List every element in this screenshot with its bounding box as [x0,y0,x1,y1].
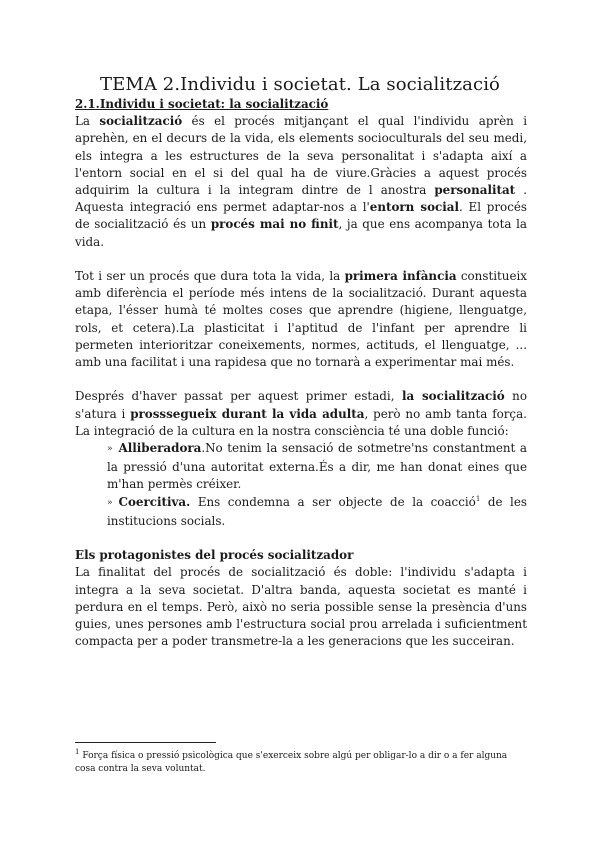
text: .No tenim la sensació de sotmetre'ns constantment a la pressió d'una autoritat externa.És a dir, me han donat eines que m'han permès créixer. [107,441,527,492]
text: . Aquesta integració ens permet adaptar-nos a l' [75,183,527,215]
arrow-bullet-icon: » [107,444,113,455]
text: . El procés de socialització és un [75,200,528,232]
text: és el procés mitjançant el qual l'individu aprèn i aprehèn, en el decurs de la vida, els elements socioculturals del seu medi, els integra a les estructures de la seva personalitat i s'adapta així a l'entorn social en el si del qual ha de viure.Gràcies a aquest procés adquirim la cultura i la integram dintre de l anostra [75,114,528,198]
bold-term: entorn social [369,200,460,215]
section-heading: 2.1.Individu i societat: la socialització [75,97,329,111]
text: constitueix amb diferència el període més intens de la socialització. Durant aquesta etapa, l'ésser humà té moltes coses que aprendre (higiene, llenguatge, rols, et cetera).La plasticitat i l'aptitud de l'infant per aprendre li permeten interioritzar coneixements, normes, actituds, el llenguatge, ... amb una facilitat i una rapidesa que no tornarà a experimentar mai més. [75,269,528,370]
list-item-coercitiva [107,494,527,530]
footnote-marker: 1 [75,748,80,756]
arrow-bullet-icon: » [107,497,113,508]
bold-term: personalitat [434,183,516,198]
bold-term: prosssegueix durant la vida adulta [130,406,365,421]
list-item-alliberadora [107,440,527,494]
text: Tot i ser un procés que dura tota la vida, la [75,269,345,284]
bold-term: Alliberadora [118,441,202,456]
bold-term: Coercitiva. [118,494,191,509]
text: La [75,114,100,129]
document-body [75,96,527,650]
paragraph-socialization-definition [75,113,527,251]
text: , però no amb tanta força. La integració de la cultura en la nostra consciència té una doble funció: [75,406,527,438]
text: , ja que ens acompanya tota la vida. [75,217,527,249]
footnote-reference: 1 [475,494,481,503]
text: de les institucions socials. [107,494,527,528]
footnote [75,750,527,776]
bold-term: procés mai no finit [210,217,339,232]
text: no s'atura i [75,389,527,421]
footnote-divider [75,742,216,743]
footnote-text: Força física o pressió psicològica que s'exerceix sobre algú per obligar-lo a dir o a fer alguna cosa contra la seva voluntat. [75,751,508,774]
text: Ens condemna a ser objecte de la coacció [190,494,476,509]
paragraph-adult-life [75,388,527,440]
bold-term: socialització [99,114,183,129]
paragraph-early-childhood [75,268,527,371]
paragraph-protagonists: La finalitat del procés de socialització és doble: l'individu s'adapta i integra a la seva societat. D'altra banda, aquesta societat es manté i perdura en el temps. Però, això no seria possible sense la presència d'uns guies, unes persones amb l'estructura social prou arrelada i suficientment compacta per a poder transmetre-la a les generacions que les succeiran. [75,565,527,649]
section-heading-protagonists: Els protagonistes del procés socialitzador [75,548,354,563]
bold-term: la socialització [401,389,505,404]
bold-term: primera infància [344,269,457,284]
document-title: TEMA 2.Individu i societat. La socialització [100,74,500,95]
text: Després d'haver passat per aquest primer estadi, [75,389,402,404]
